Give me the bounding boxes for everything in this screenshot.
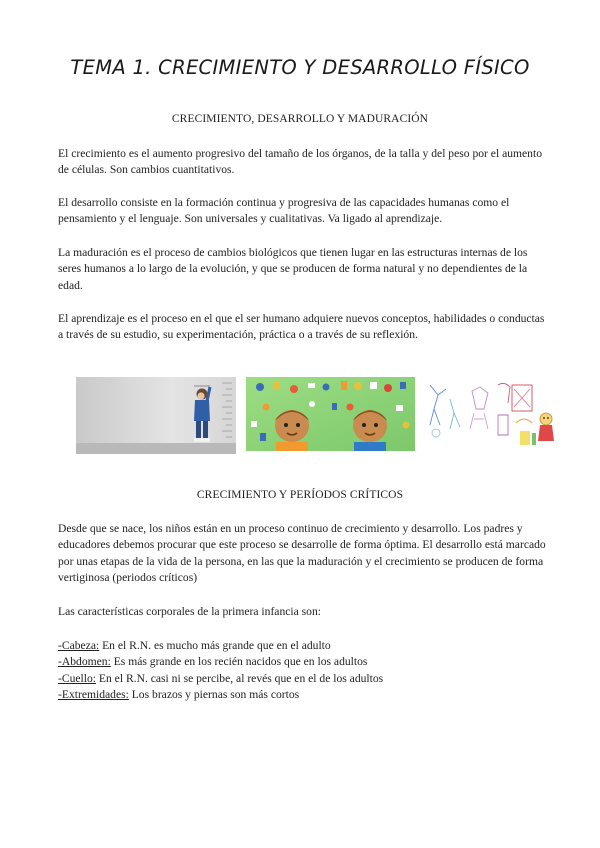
childrens-drawings [424, 379, 560, 449]
paragraph-aprendizaje: El aprendizaje es el proceso en el que el ser humano adquiere nuevos conceptos, habilidades o conductas a través de su estudio, su experimentación, práctica o a través de su reflexión. [58, 312, 545, 342]
list-item-term: -Cuello: [58, 671, 96, 685]
paragraph-periodos-criticos: Desde que se nace, los niños están en un proceso continuo de crecimiento y desarrollo. Los padres y educadores debemos procurar que este proceso se desarrolle de forma óptima. El desarrollo está marcado por unas etapas de la vida de la persona, en las que la maduración y el crecimiento se producen de forma vertiginosa (periodos críticos) [58, 522, 546, 585]
paragraph-desarrollo: El desarrollo consiste en la formación continua y progresiva de las capacidades humanas como el pensamiento y el lenguaje. Son universales y cualitativas. Va ligado al aprendizaje. [58, 196, 510, 226]
paragraph-maduracion: La maduración es el proceso de cambios biológicos que tienen lugar en las estructuras internas de los seres humanos a lo largo de la evolución, y que se producen de forma natural y no dependientes de la edad. [58, 246, 528, 292]
list-item-text: En el R.N. casi ni se percibe, al revés que en el de los adultos [96, 671, 384, 685]
list-item [58, 638, 548, 654]
section-heading-critical-periods: CRECIMIENTO Y PERÍODOS CRÍTICOS [196, 489, 404, 501]
list-item-text: Es más grande en los recién nacidos que en los adultos [110, 655, 368, 669]
photo-child-measuring-height [76, 377, 236, 454]
body-characteristics-list [58, 638, 548, 704]
paragraph-crecimiento: El crecimiento es el aumento progresivo del tamaño de los órganos, de la talla y del peso por el aumento de células. Son cambios cuantitativos. [58, 147, 542, 177]
page-title: TEMA 1. CRECIMIENTO Y DESARROLLO FÍSICO [70, 56, 530, 79]
list-item-term: -Abdomen: [58, 655, 111, 669]
list-item-text: Los brazos y piernas son más cortos [128, 688, 300, 702]
paragraph-caracteristicas-intro: Las características corporales de la primera infancia son: [58, 605, 321, 618]
section-heading-growth: CRECIMIENTO, DESARROLLO Y MADURACIÓN [171, 113, 429, 125]
illustration-children-thinking [246, 377, 415, 451]
list-item-term: -Cabeza: [58, 639, 100, 652]
list-item [58, 654, 548, 670]
list-item-term: -Extremidades: [58, 688, 129, 702]
list-item [58, 671, 548, 687]
list-item [58, 687, 548, 703]
list-item-text: En el R.N. es mucho más grande que en el adulto [99, 639, 331, 652]
